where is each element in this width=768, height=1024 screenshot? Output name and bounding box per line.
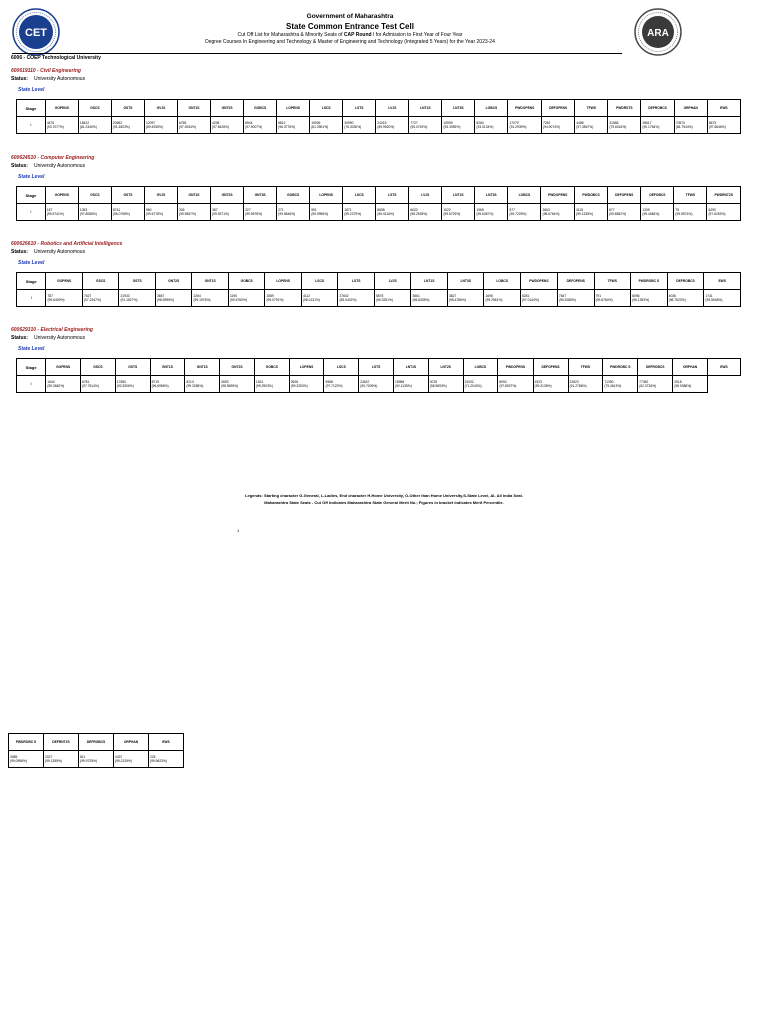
table-cell: 12097 (89.4935%) <box>144 117 177 134</box>
course-title: 600624510 - Computer Engineering <box>11 155 95 161</box>
column-header: GOPENS <box>45 100 78 117</box>
column-header: LSCS <box>310 100 343 117</box>
table-cell: 5968 (97.7123%) <box>324 376 359 393</box>
table-cell: 1644 (99.3662%) <box>46 376 81 393</box>
table-cell: 8658 (96.0116%) <box>376 204 409 221</box>
table-cell: 326 (99.9557%) <box>178 204 211 221</box>
column-header: LNT2S <box>428 359 463 376</box>
status-value: University Autonomous <box>33 76 86 82</box>
table-cell: 387 (99.9371%) <box>211 204 244 221</box>
table-cell: 30990 (75.3030%) <box>343 117 376 134</box>
column-header: LOBCS <box>475 100 508 117</box>
table-cell: 791 (99.8764%) <box>594 290 631 307</box>
column-header: GNT2S <box>211 100 244 117</box>
table-row <box>17 290 741 307</box>
table-cell: I <box>17 376 46 393</box>
column-header: GVJS <box>144 100 177 117</box>
column-header: PWDOPENS <box>541 187 575 204</box>
column-header: GOPENS <box>45 187 78 204</box>
table-cell: 20652 (91.6303%) <box>111 117 144 134</box>
column-header: PWDRSTS <box>608 100 641 117</box>
table-cell: 4486 (97.3567%) <box>575 117 608 134</box>
column-header: Stage <box>17 100 46 117</box>
column-header: GNT2S <box>211 187 244 204</box>
table-cell: 19009 (81.3901%) <box>310 117 343 134</box>
table-cell: 6290 (97.6253%) <box>707 204 741 221</box>
table-cell: 1696 (99.2561%) <box>484 290 521 307</box>
column-header: PWDOBCS <box>575 187 608 204</box>
table-cell: 787 (99.6409%) <box>46 290 83 307</box>
table-cell: 8213 (99.3285%) <box>185 376 220 393</box>
column-header: GOBCS <box>277 187 310 204</box>
table-cell: 3078 (98.9693%) <box>428 376 463 393</box>
status-label: Status: <box>11 335 28 341</box>
cutoff-table <box>16 358 741 393</box>
table-cell: 8092 (97.8927%) <box>498 376 533 393</box>
seat-level: State Level <box>18 346 45 352</box>
course-status <box>11 75 741 84</box>
column-header: LOPENS <box>265 273 302 290</box>
subtitle-line-2: Degree Courses In Engineering and Technology & Master of Engineering and Technology (Integrated 5 Years) for the Year 2023-24 <box>205 39 495 45</box>
table-cell: 7847 (99.2085%) <box>557 290 594 307</box>
table-row <box>17 376 741 393</box>
table-cell: 271 (99.9846%) <box>277 204 310 221</box>
table-cell: 6812 (96.3776%) <box>277 117 310 134</box>
table-cell: 6781 (97.7614%) <box>81 376 116 393</box>
table-cell: 24215 (89.9920%) <box>376 117 409 134</box>
table-cell: 1821 (99.2903%) <box>254 376 289 393</box>
seat-level: State Level <box>18 174 45 180</box>
column-header: ORPHAN <box>674 100 707 117</box>
government-title: Government of Maharashtra <box>306 13 394 20</box>
column-header: GSCS <box>82 273 119 290</box>
column-header: GOBCS <box>244 100 277 117</box>
status-label: Status: <box>11 163 28 169</box>
table-row <box>17 204 741 221</box>
table-header-row <box>17 359 741 376</box>
table-cell: 811 (99.9725%) <box>79 751 114 768</box>
column-header: PWDROBC S <box>603 359 638 376</box>
column-header: GVJS <box>144 187 177 204</box>
table-cell: 2918 (98.9386%) <box>673 376 708 393</box>
header-divider <box>12 53 622 54</box>
table-cell: 227 (99.9678%) <box>244 204 277 221</box>
column-header: GNT1S <box>178 100 211 117</box>
column-header: ORPHAN <box>114 734 149 751</box>
table-cell: I <box>17 290 46 307</box>
table-cell: 1923 (99.2135%) <box>533 376 568 393</box>
course-status <box>11 162 741 171</box>
table-cell: 6765 (97.3934%) <box>178 117 211 134</box>
table-cell: 7727 (95.0749%) <box>409 117 442 134</box>
column-header: EWS <box>708 359 741 376</box>
table-header-row <box>17 100 741 117</box>
continuation-table <box>8 733 184 768</box>
legend-line-1: Legends: Starting character G-General, L-Ladies, End character H-Home University, O-Other than Home University,S-State Level, AI- All India Seat. <box>245 493 523 498</box>
column-header: PWDROBC S <box>9 734 44 751</box>
course-status <box>11 334 741 343</box>
table-cell: 4476 (93.7077%) <box>45 117 78 134</box>
svg-text:ARA: ARA <box>647 28 669 39</box>
course-status <box>11 248 741 257</box>
table-cell: 3085 (99.0956%) <box>9 751 44 768</box>
column-header: GNT2S <box>220 359 255 376</box>
table-cell: 21933 (91.1527%) <box>119 290 156 307</box>
column-header: DEFOPENS <box>608 187 641 204</box>
column-header: DEFROBCS <box>641 100 674 117</box>
column-header: GNT1S <box>178 187 211 204</box>
seat-level: State Level <box>18 87 45 93</box>
table-cell: 1741 (99.5948%) <box>704 290 741 307</box>
table-cell: 31566 (79.6016%) <box>608 117 641 134</box>
column-header: LOPENS <box>277 100 310 117</box>
column-header: Stage <box>17 359 46 376</box>
course-section <box>11 154 741 221</box>
table-cell: 27602 (85.0402%) <box>338 290 375 307</box>
table-cell: 77352 (52.3726%) <box>638 376 673 393</box>
table-cell: 18958 (92.1135%) <box>394 376 429 393</box>
column-header: DEFROBCS <box>667 273 704 290</box>
column-header: PWDOPENS <box>520 273 557 290</box>
column-header: GNT1S <box>192 273 229 290</box>
column-header: DEFOBCS <box>641 187 674 204</box>
column-header: TFWS <box>575 100 608 117</box>
table-cell: 3661 (98.8335%) <box>411 290 448 307</box>
status-value: University Autonomous <box>33 163 86 169</box>
column-header: LOPENS <box>289 359 324 376</box>
table-cell: 2264 (99.1976%) <box>192 290 229 307</box>
table-cell: 8741 (96.0798%) <box>111 204 144 221</box>
column-header: GOBCS <box>228 273 265 290</box>
table-cell: 28617 (90.1764%) <box>641 117 674 134</box>
table-cell: 5875 (96.3251%) <box>374 290 411 307</box>
table-cell: 7627 (97.2347%) <box>82 290 119 307</box>
column-header: LNT1S <box>411 273 448 290</box>
cutoff-table <box>16 99 741 134</box>
column-header: GOBCS <box>254 359 289 376</box>
column-header: GSTS <box>111 100 144 117</box>
column-header: DEFROBCS <box>638 359 673 376</box>
column-header: LSTS <box>338 273 375 290</box>
table-header-row <box>9 734 184 751</box>
column-header: LNT1S <box>394 359 429 376</box>
ara-logo <box>634 8 682 56</box>
table-cell: 1053 (97.8085%) <box>78 204 111 221</box>
table-cell: 22823 (91.2786%) <box>568 376 603 393</box>
page-number: 1 <box>237 528 240 533</box>
document-header <box>70 12 630 46</box>
table-cell: 2663 (98.6764%) <box>541 204 575 221</box>
column-header: DEFOPENS <box>542 100 575 117</box>
column-header: TFWS <box>568 359 603 376</box>
legend-line-2: Maharashtra State Seats - Cut Off Indicates Maharashtra State General Merit No.; Figures in bracket Indicates Merit Percentile. <box>264 500 504 505</box>
column-header: LSCS <box>301 273 338 290</box>
table-cell: 3667 (98.5995%) <box>155 290 192 307</box>
table-cell: 4115 (99.1335%) <box>575 204 608 221</box>
column-header: EWS <box>704 273 741 290</box>
column-header: LOPENS <box>310 187 343 204</box>
table-cell: 31002 (71.2043%) <box>463 376 498 393</box>
column-header: GSTS <box>115 359 150 376</box>
table-cell: 8944 (97.9007%) <box>244 117 277 134</box>
column-header: LNT3S <box>447 273 484 290</box>
column-header: TFWS <box>594 273 631 290</box>
status-value: University Autonomous <box>33 335 86 341</box>
column-header: LSCS <box>324 359 359 376</box>
table-cell: 4112 (98.0131%) <box>301 290 338 307</box>
table-cell: I <box>17 204 46 221</box>
column-header: GNT2S <box>155 273 192 290</box>
table-cell: 7252 (94.9074%) <box>542 117 575 134</box>
column-header: GNT1S <box>150 359 185 376</box>
table-cell: 3827 (98.4786%) <box>447 290 484 307</box>
column-header: DEFOPENS <box>557 273 594 290</box>
table-cell: 70570 (84.7944%) <box>674 117 707 134</box>
table-cell: 1871 (99.2379%) <box>343 204 376 221</box>
column-header: LNT1S <box>409 100 442 117</box>
table-cell: 8719 (96.6956%) <box>150 376 185 393</box>
table-cell: 71390 (79.4613%) <box>603 376 638 393</box>
table-row <box>9 751 184 768</box>
column-header: GOPENS <box>46 359 81 376</box>
column-header: TFWS <box>674 187 707 204</box>
table-cell: 18422 (81.2340%) <box>78 117 111 134</box>
column-header: LNT3S <box>442 100 475 117</box>
table-cell: 17079 (91.2939%) <box>508 117 542 134</box>
legend <box>0 492 768 506</box>
table-cell: 22647 (90.7005%) <box>359 376 394 393</box>
table-header-row <box>17 187 741 204</box>
column-header: LVJS <box>376 100 409 117</box>
column-header: EWS <box>707 100 740 117</box>
column-header: LVJS <box>409 187 442 204</box>
column-header: GSTS <box>111 187 144 204</box>
table-header-row <box>17 273 741 290</box>
column-header: GNT3S <box>244 187 277 204</box>
cutoff-table <box>16 272 741 307</box>
table-cell: 17650 (92.5306%) <box>115 376 150 393</box>
column-header: DEFROBCS <box>79 734 114 751</box>
table-cell: 1022 (99.5729%) <box>442 204 475 221</box>
column-header: GSCS <box>81 359 116 376</box>
course-section <box>11 67 741 134</box>
column-header: GSCS <box>78 100 111 117</box>
column-header: PWDRNT2S <box>707 187 741 204</box>
course-section <box>11 240 741 307</box>
column-header: PWDOPENS <box>508 100 542 117</box>
column-header: LOBCS <box>484 273 521 290</box>
table-cell: 2027 (99.1359%) <box>44 751 79 768</box>
column-header: Stage <box>17 187 46 204</box>
column-header: LOBCS <box>463 359 498 376</box>
table-cell: 677 (99.8552%) <box>608 204 641 221</box>
table-cell: 591 (99.9955%) <box>310 204 343 221</box>
column-header: DEFOPENS <box>533 359 568 376</box>
column-header: LNT2S <box>475 187 508 204</box>
cutoff-table <box>16 186 741 221</box>
svg-text:CET: CET <box>25 27 47 39</box>
course-section <box>11 326 741 393</box>
status-label: Status: <box>11 249 28 255</box>
cell-title: State Common Entrance Test Cell <box>286 22 414 31</box>
column-header: LSTS <box>359 359 394 376</box>
table-row <box>17 117 741 134</box>
column-header: EWS <box>149 734 184 751</box>
table-cell: 1965 (99.6367%) <box>475 204 508 221</box>
table-cell: 4437 (99.2129%) <box>114 751 149 768</box>
column-header: PWDROBC S <box>631 273 668 290</box>
column-header: GSCS <box>78 187 111 204</box>
table-cell: 6281 (97.0144%) <box>520 290 557 307</box>
institute-name: 6006 - COEP Technological University <box>11 55 101 61</box>
table-cell: 5673 (97.6646%) <box>707 117 740 134</box>
column-header: GSTS <box>119 273 156 290</box>
column-header: LVJS <box>374 273 411 290</box>
column-header: LNT1S <box>442 187 475 204</box>
table-cell: 10999 (93.3959%) <box>442 117 475 134</box>
table-cell: 2628 (99.3253%) <box>289 376 324 393</box>
status-value: University Autonomous <box>33 249 86 255</box>
table-cell: 4036 (98.7523%) <box>667 290 704 307</box>
table-cell: 4206 (97.6426%) <box>211 117 244 134</box>
table-cell: 1209 (99.4584%) <box>641 204 674 221</box>
status-label: Status: <box>11 76 28 82</box>
subtitle-line-1: Cut Off List for Maharashtra & Minority Seats of CAP Round I for Admission to First Year of Four Year <box>237 32 463 38</box>
column-header: LSCS <box>343 187 376 204</box>
column-header: LSTS <box>376 187 409 204</box>
column-header: PWDOPENS <box>498 359 533 376</box>
table-cell: 6096 (96.1393%) <box>631 290 668 307</box>
course-title: 600626610 - Robotics and Artificial Intelligence <box>11 241 123 247</box>
table-cell: 577 (99.7225%) <box>508 204 541 221</box>
column-header: ORPHAN <box>673 359 708 376</box>
course-title: 600629310 - Electrical Engineering <box>11 327 93 333</box>
table-cell: 8284 (93.0134%) <box>475 117 508 134</box>
column-header: LSTS <box>343 100 376 117</box>
column-header: Stage <box>17 273 46 290</box>
table-cell: 1589 (99.0791%) <box>265 290 302 307</box>
table-cell: 1190 (99.5760%) <box>228 290 265 307</box>
column-header: GNT1S <box>185 359 220 376</box>
table-cell: 225 (99.9623%) <box>149 751 184 768</box>
seat-level: State Level <box>18 260 45 266</box>
column-header: DEFRNT2S <box>44 734 79 751</box>
table-cell: 2693 (98.9695%) <box>220 376 255 393</box>
table-cell: 960 (99.6778%) <box>144 204 177 221</box>
cet-cell-logo <box>12 8 60 56</box>
table-cell: 75 (99.9974%) <box>674 204 707 221</box>
table-cell: 167 (99.9741%) <box>45 204 78 221</box>
column-header: LOBCS <box>508 187 541 204</box>
table-cell: I <box>17 117 46 134</box>
column-header: GOPENS <box>46 273 83 290</box>
table-cell: 6620 (98.2535%) <box>409 204 442 221</box>
course-title: 600619110 - Civil Engineering <box>11 68 81 74</box>
